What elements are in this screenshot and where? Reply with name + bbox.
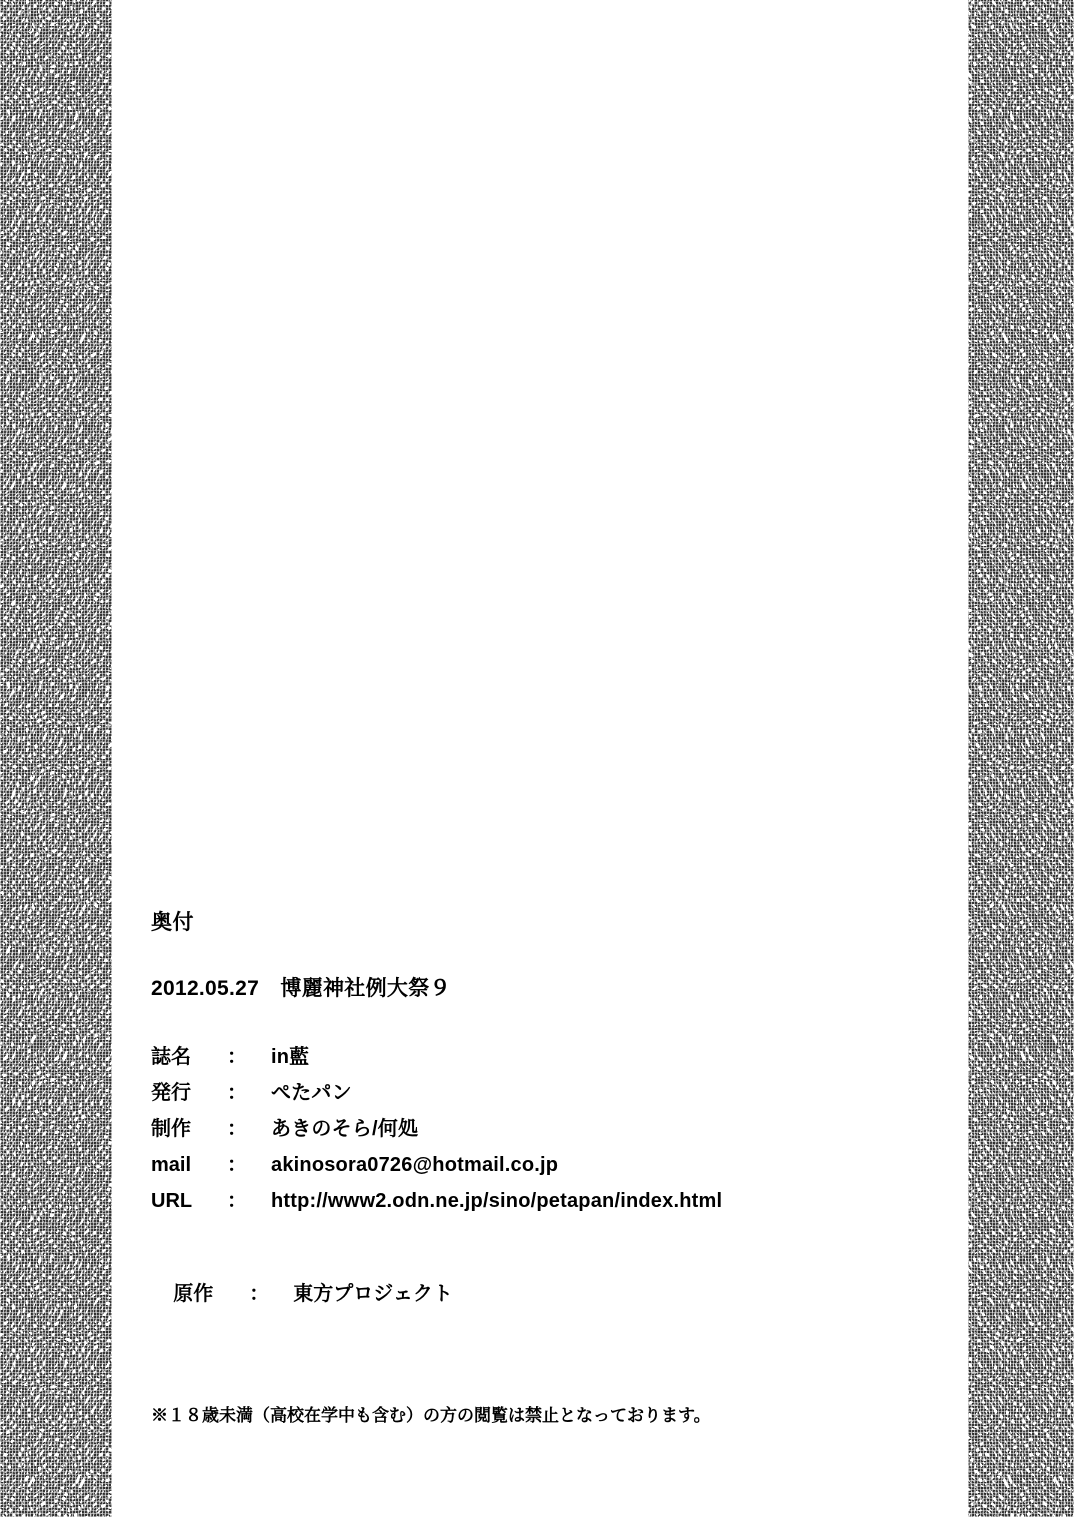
row-label: URL [151,1190,193,1212]
website-url[interactable]: http://www2.odn.ne.jp/sino/petapan/index.html [271,1190,723,1212]
row-colon: ： [227,1190,247,1212]
woven-feather-pattern-icon [968,0,1074,1517]
age-restriction-notice: ※１８歳未満（高校在学中も含む）の方の閲覧は禁止となっております。 [151,1406,711,1425]
imprint-table [151,1040,722,1220]
mail-address[interactable]: akinosora0726@hotmail.co.jp [271,1154,559,1176]
row-value: あきのそら/何処 [271,1118,419,1140]
original-work-colon: ： [249,1283,270,1305]
table-row [151,1040,722,1076]
table-row [151,1112,722,1148]
left-decorative-band [0,0,112,1517]
table-row [151,1184,722,1220]
original-work-value: 東方プロジェクト [293,1283,453,1305]
colophon-heading: 奥付 [151,911,194,934]
row-value: in藍 [271,1046,310,1068]
event-line: 2012.05.27 博麗神社例大祭９ [151,977,451,1000]
right-decorative-band [968,0,1074,1517]
row-label: 誌名 [151,1046,191,1068]
row-colon: ： [227,1046,247,1068]
colophon-block [151,906,911,1426]
row-colon: ： [227,1082,247,1104]
original-work-label: 原作 [173,1283,214,1305]
row-value: ぺたパン [271,1082,352,1104]
row-colon: ： [227,1118,247,1140]
row-label: mail [151,1154,192,1176]
original-work-row [151,1254,911,1329]
woven-feather-pattern-icon [0,0,112,1517]
row-colon: ： [227,1154,247,1176]
row-label: 発行 [151,1082,191,1104]
table-row [151,1076,722,1112]
table-row [151,1148,722,1184]
row-label: 制作 [151,1118,191,1140]
